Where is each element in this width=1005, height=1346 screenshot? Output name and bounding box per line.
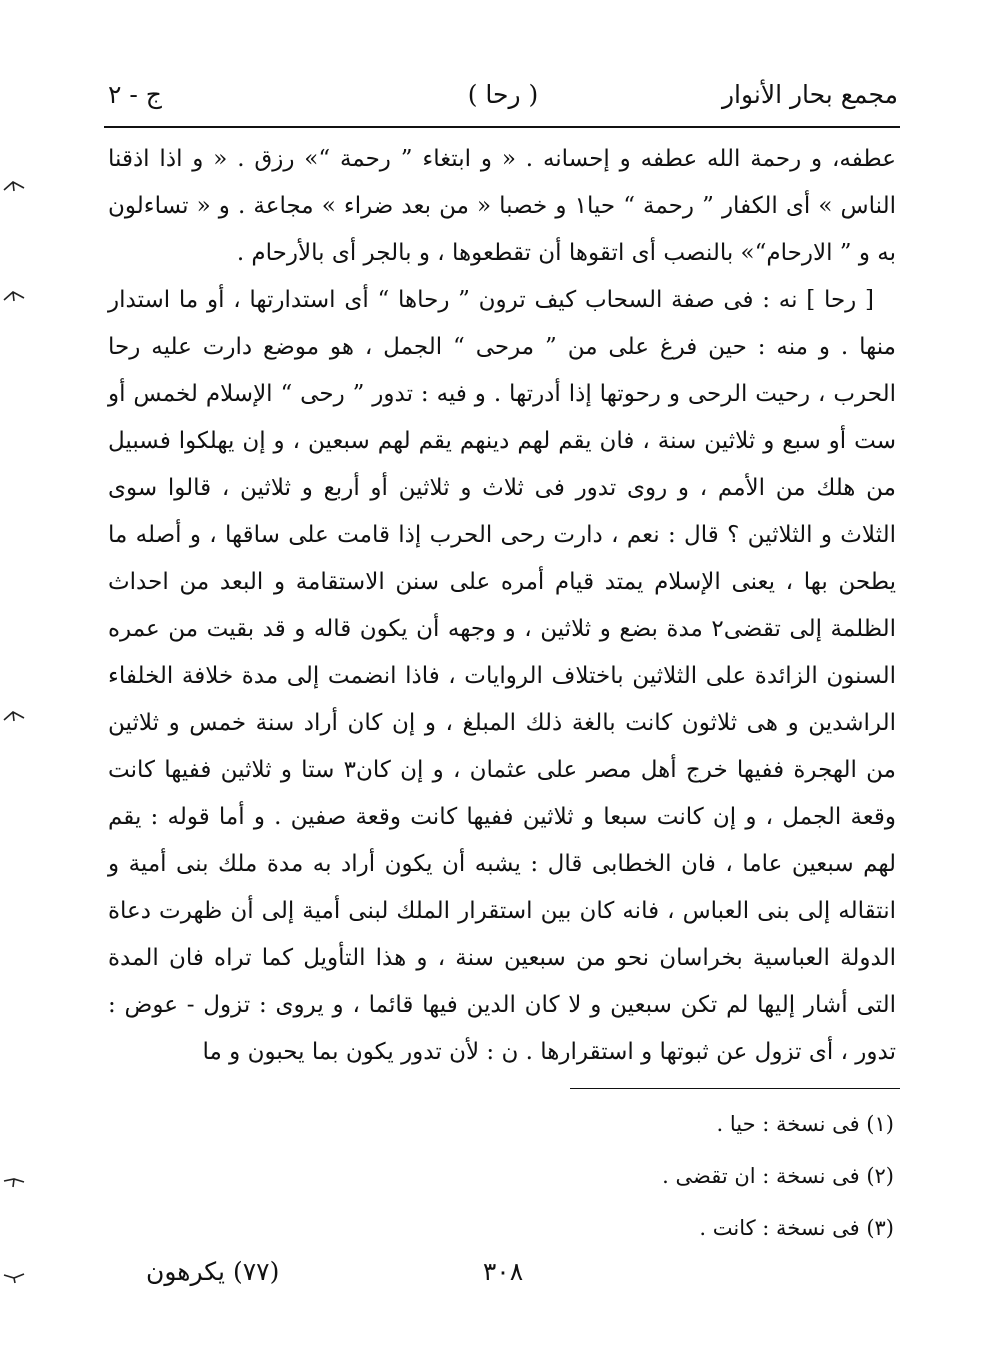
footnote-rule xyxy=(570,1088,900,1089)
margin-mark-icon xyxy=(2,1174,26,1188)
footnotes xyxy=(500,1098,894,1254)
footnote: (٣) فى نسخة : كانت . xyxy=(699,1216,894,1240)
volume-number: ج - ٢ xyxy=(108,80,162,109)
margin-mark-icon xyxy=(2,288,26,302)
page-number: ٣٠٨ xyxy=(482,1257,524,1286)
catchword: (٧٧) يكرهون xyxy=(146,1257,280,1286)
page-footer xyxy=(108,1252,898,1292)
margin-mark-icon xyxy=(2,178,26,192)
main-text xyxy=(108,136,896,1076)
running-header xyxy=(108,72,898,118)
footnote: (١) فى نسخة : حيا . xyxy=(716,1112,894,1136)
paragraph: عطفه، و رحمة الله عطفه و إحسانه . « و ابتغاء ” رحمة “» رزق . « و اذا اذقنا الناس » أى الكفار ” رحمة “ حيا١ و خصبا « من بعد ضراء » مجاعة . و « تساءلون به و ” الارحام“» بالنصب أى اتقوها أن تقطعوها ، و بالجر أى بالأرحام . xyxy=(108,146,896,266)
footnote: (٢) فى نسخة : ان تقضى . xyxy=(662,1164,894,1188)
entry-key: ( رحا ) xyxy=(467,80,539,109)
book-title: مجمع بحار الأنوار xyxy=(721,80,898,109)
header-rule xyxy=(104,126,900,128)
margin-mark-icon xyxy=(2,1270,26,1284)
margin-mark-icon xyxy=(2,708,26,722)
paragraph: [ رحا ] نه : فى صفة السحاب كيف ترون ” رحاها “ أى استدارتها ، أو ما استدار منها . و منه : حين فرغ على من ” مرحى “ الجمل ، هو موضع دارت عليه رحا الحرب ، رحيت الرحى و رحوتها إذا أدرتها . و فيه : تدور ” رحى “ الإسلام لخمس أو ست أو سبع و ثلاثين سنة ، فان يقم لهم دينهم يقم لهم سبعين ، و إن يهلكوا فسبيل من هلك من الأمم ، و روى تدور فى ثلاث و ثلاثين أو أربع و ثلاثين ، قالوا سوى الثلاث و الثلاثين ؟ قال : نعم ، دارت رحى الحرب إذا قامت على ساقها ، و أصله ما يطحن بها ، يعنى الإسلام يمتد قيام أمره على سنن الاستقامة و البعد من احداث الظلمة إلى تقضى٢ مدة بضع و ثلاثين ، و وجهه أن يكون قاله و قد بقيت من عمره السنون الزائدة على الثلاثين باختلاف الروايات ، فاذا انضمت إلى مدة خلافة الخلفاء الراشدين و هى ثلاثون كانت بالغة ذلك المبلغ ، و إن كان أراد سنة خمس و ثلاثين من الهجرة ففيها خرج أهل مصر على عثمان ، و إن كان٣ ستا و ثلاثين ففيها كانت وقعة الجمل ، و إن كانت سبعا و ثلاثين ففيها كانت وقعة صفين . و أما قوله : يقم لهم سبعين عاما ، فان الخطابى قال : يشبه أن يكون أراد به مدة ملك بنى أمية و انتقاله إلى بنى العباس ، فانه كان بين استقرار الملك لبنى أمية إلى أن ظهرت دعاة الدولة العباسية بخراسان نحو من سبعين سنة ، و هذا التأويل كما تراه فان المدة التى أشار إليها لم تكن سبعين و لا كان الدين فيها قائما ، و يروى : تزول - عوض : تدور ، أى تزول عن ثبوتها و استقرارها . ن : لأن تدور يكون بما يحبون و ما xyxy=(108,287,896,1065)
